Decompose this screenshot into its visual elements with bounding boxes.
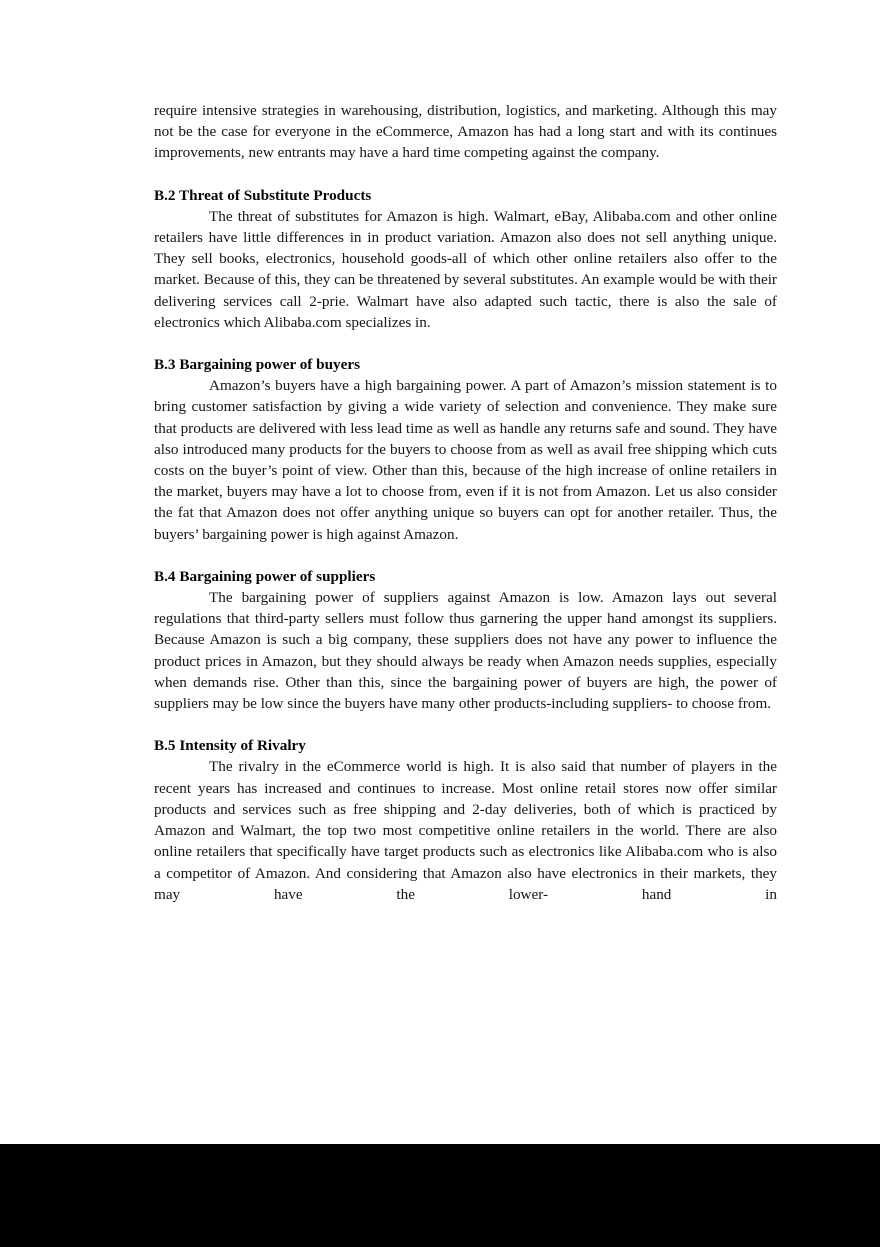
paragraph-continuation-threat-of-new-entrants: require intensive strategies in warehousing, distribution, logistics, and marketing. Although this may not be the case for everyone in the eCommerce, Amazon has had a long start and with its continues improvements, new entrants may have a hard time competing against the company. (154, 102, 777, 162)
heading-b5-intensity-of-rivalry: B.5 Intensity of Rivalry (154, 737, 306, 755)
heading-b4-bargaining-power-of-suppliers: B.4 Bargaining power of suppliers (154, 567, 376, 585)
paragraph-b2-body: The threat of substitutes for Amazon is high. Walmart, eBay, Alibaba.com and other online retailers have little differences in in product variation. Amazon also does not sell anything unique. They sell books, electronics, household goods-all of which other online retailers also offer to the market. Because of this, they can be threatened by several substitutes. An example would be with their delivering services call 2-prie. Walmart have also adapted such tactic, there is also the sale of electronics which Alibaba.com specializes in. (154, 207, 777, 331)
heading-b2-threat-of-substitute-products: B.2 Threat of Substitute Products (154, 186, 372, 204)
scan-bottom-black-bar (0, 1144, 880, 1247)
paragraph-b5-body: The rivalry in the eCommerce world is high. It is also said that number of players in the recent years has increased and continues to increase. Most online retail stores now offer similar products and services such as free shipping and 2-day deliveries, both of which is practiced by Amazon and Walmart, the top two most competitive online retailers in the world. There are also online retailers that specifically have target products such as electronics like Alibaba.com who is also a competitor of Amazon. And considering that Amazon also have electronics in their markets, they may have the lower- hand in (154, 758, 777, 903)
paragraph-b3-body: Amazon’s buyers have a high bargaining power. A part of Amazon’s mission statement is to bring customer satisfaction by giving a wide variety of selection and convenience. They make sure that products are delivered with less lead time as well as handle any returns safe and sound. They have also introduced many products for the buyers to choose from as well as avail free shipping which cuts costs on the buyer’s point of view. Other than this, because of the high increase of online retailers in the market, buyers may have a lot to choose from, even if it is not from Amazon. Let us also consider the fat that Amazon does not offer anything unique so buyers can opt for another retailer. Thus, the buyers’ bargaining power is high against Amazon. (154, 377, 777, 543)
paragraph-b4-body: The bargaining power of suppliers against Amazon is low. Amazon lays out several regulations that third-party sellers must follow thus garnering the upper hand amongst its suppliers. Because Amazon is such a big company, these suppliers does not have any power to influence the product prices in Amazon, but they should always be ready when Amazon needs supplies, especially when demands rise. Other than this, since the bargaining power of buyers are high, the power of suppliers may be low since the buyers have many other products-including suppliers- to choose from. (154, 589, 777, 713)
document-text-column (154, 100, 777, 926)
heading-b3-bargaining-power-of-buyers: B.3 Bargaining power of buyers (154, 356, 361, 374)
